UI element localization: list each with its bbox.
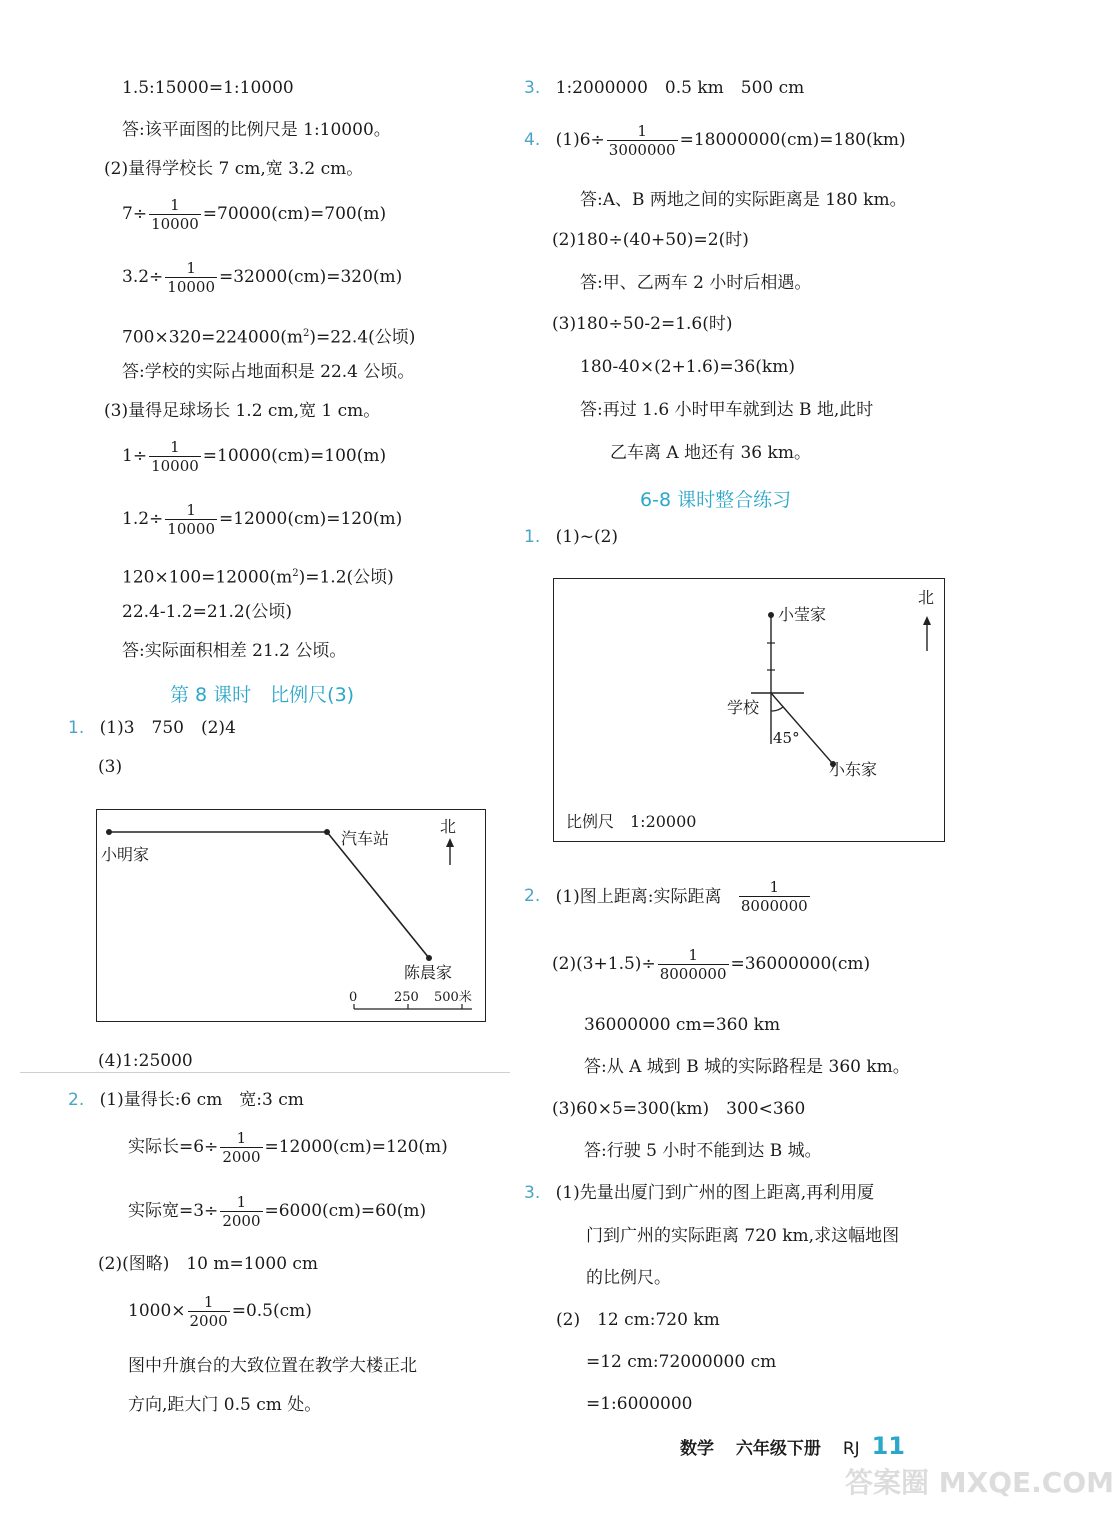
answer-line: 答:行驶 5 小时不能到达 B 城。: [584, 1141, 822, 1161]
section-title: 第 8 课时 比例尺(3): [170, 684, 355, 706]
point-bus: [324, 829, 330, 835]
map-scale: 比例尺 1:20000: [566, 812, 697, 831]
page-footer: [680, 1432, 905, 1460]
fraction: $\frac{1}{8000000}$: [740, 878, 808, 915]
answer-line: (2)180÷(40+50)=2(时): [552, 230, 749, 250]
equation-line: (3)60×5=300(km) 300<360: [552, 1099, 806, 1119]
label-ying: 小莹家: [778, 605, 827, 624]
equation-line: $700\times 320=224000(m^2)=22.4$(公顷): [122, 327, 416, 348]
equation-line: 1.2÷ $\frac{1}{10000}$ =12000(cm)=120(m): [122, 501, 403, 538]
label-angle: 45°: [773, 729, 800, 747]
answer-line: 答:A、B 两地之间的实际距离是 180 km。: [580, 190, 907, 210]
fraction: $\frac{1}{2000}$: [222, 1129, 261, 1166]
question-4: 4. (1)6÷ $\frac{1}{3000000}$ =18000000(cm)=180(km): [524, 122, 906, 159]
question-number: 2.: [68, 1090, 85, 1110]
answer-line: 图中升旗台的大致位置在教学大楼正北: [128, 1356, 417, 1376]
fraction: $\frac{1}{3000000}$: [608, 122, 676, 159]
equation-line: =12 cm:72000000 cm: [586, 1352, 777, 1372]
answer-line: 答:学校的实际占地面积是 22.4 公顷。: [122, 362, 415, 382]
question-number: 4.: [524, 130, 541, 150]
answer-line: (3): [98, 757, 123, 777]
answer-line: 答:实际面积相差 21.2 公顷。: [122, 641, 347, 661]
answer-line: 答:该平面图的比例尺是 1:10000。: [122, 120, 391, 140]
scale-250: 250: [394, 990, 419, 1005]
scale-0: 0: [349, 990, 358, 1005]
question-2: 2. (1)量得长:6 cm 宽:3 cm: [68, 1090, 304, 1110]
fraction: $\frac{1}{2000}$: [189, 1293, 228, 1330]
equation-line: 36000000 cm=360 km: [584, 1015, 781, 1035]
watermark: 答案圈 MXQE.COM: [845, 1466, 1114, 1499]
fraction: $\frac{1}{10000}$: [167, 259, 215, 296]
route-map-drawing: [97, 810, 485, 1021]
equation-line: =1:6000000: [586, 1394, 693, 1414]
question-number: 2.: [524, 886, 541, 906]
equation-line: (2)(3+1.5)÷ $\frac{1}{8000000}$ =36000000(cm): [552, 946, 871, 983]
equation-line: 1000× $\frac{1}{2000}$ =0.5(cm): [128, 1293, 312, 1330]
point-home: [106, 829, 112, 835]
footer-subject: 数学: [680, 1439, 714, 1459]
footer-edition: RJ: [842, 1439, 860, 1459]
fraction: $\frac{1}{10000}$: [167, 501, 215, 538]
answer-line: 答:从 A 城到 B 城的实际路程是 360 km。: [584, 1057, 910, 1077]
equation-line: (2) 12 cm:720 km: [556, 1310, 720, 1330]
equation-line: 180-40×(2+1.6)=36(km): [580, 357, 795, 377]
point-chen: [426, 955, 432, 961]
equation-line: 22.4-1.2=21.2(公顷): [122, 602, 292, 622]
direction-map: [553, 578, 945, 842]
north-arrowhead: [446, 838, 454, 847]
question-1: 1. (1)3 750 (2)4: [68, 718, 236, 738]
label-chen: 陈晨家: [404, 963, 453, 982]
equation-line: 实际长=6÷ $\frac{1}{2000}$ =12000(cm)=120(m): [128, 1129, 448, 1166]
answer-line: 1.5:15000=1:10000: [122, 78, 294, 98]
point-ying: [768, 612, 774, 618]
answer-line: (2)量得学校长 7 cm,宽 3.2 cm。: [104, 159, 364, 179]
answer-line: (3)量得足球场长 1.2 cm,宽 1 cm。: [104, 401, 381, 421]
page-number: 11: [871, 1432, 905, 1460]
question-2-integrated: 2. (1)图上距离:实际距离 $\frac{1}{8000000}$: [524, 878, 808, 915]
divider: [20, 1072, 510, 1073]
answer-line: 的比例尺。: [586, 1268, 671, 1288]
fraction: $\frac{1}{8000000}$: [659, 946, 727, 983]
answer-line: 方向,距大门 0.5 cm 处。: [128, 1395, 322, 1415]
answer-line: (2)(图略) 10 m=1000 cm: [98, 1254, 319, 1274]
label-north: 北: [440, 817, 457, 836]
answer-line: 门到广州的实际距离 720 km,求这幅地图: [586, 1226, 900, 1246]
fraction: $\frac{1}{2000}$: [222, 1193, 261, 1230]
route-map: [96, 809, 486, 1022]
footer-grade: 六年级下册: [735, 1439, 821, 1459]
north-arrowhead: [923, 616, 931, 625]
answer-line: 答:再过 1.6 小时甲车就到达 B 地,此时: [580, 400, 874, 420]
section-title: 6-8 课时整合练习: [640, 489, 792, 511]
answer-line: 乙车离 A 地还有 36 km。: [610, 443, 811, 463]
angle-arc: [771, 707, 783, 711]
question-3: 3. 1:2000000 0.5 km 500 cm: [524, 78, 805, 98]
question-number: 1.: [524, 527, 541, 547]
label-home: 小明家: [101, 845, 150, 864]
equation-line: $120\times 100=12000(m^2)=1.2$(公顷): [122, 567, 394, 588]
question-3-integrated: 3. (1)先量出厦门到广州的图上距离,再利用厦: [524, 1183, 875, 1203]
label-school: 学校: [727, 698, 760, 717]
answer-line: (3)180÷50-2=1.6(时): [552, 314, 733, 334]
equation-line: 3.2÷ $\frac{1}{10000}$ =32000(cm)=320(m): [122, 259, 403, 296]
equation-line: 1÷ $\frac{1}{10000}$ =10000(cm)=100(m): [122, 438, 387, 475]
fraction: $\frac{1}{10000}$: [151, 438, 199, 475]
scale-500: 500米: [434, 990, 472, 1005]
question-number: 3.: [524, 78, 541, 98]
label-dong: 小东家: [829, 760, 878, 779]
route-line: [109, 832, 429, 958]
label-bus: 汽车站: [341, 829, 390, 848]
question-number: 3.: [524, 1183, 541, 1203]
question-number: 1.: [68, 718, 85, 738]
fraction: $\frac{1}{10000}$: [151, 196, 199, 233]
equation-line: 7÷ $\frac{1}{10000}$ =70000(cm)=700(m): [122, 196, 387, 233]
question-1-integrated: 1. (1)~(2): [524, 527, 619, 547]
answer-line: 答:甲、乙两车 2 小时后相遇。: [580, 273, 812, 293]
answer-line: (4)1:25000: [98, 1051, 193, 1071]
equation-line: 实际宽=3÷ $\frac{1}{2000}$ =6000(cm)=60(m): [128, 1193, 427, 1230]
label-north: 北: [918, 588, 935, 607]
